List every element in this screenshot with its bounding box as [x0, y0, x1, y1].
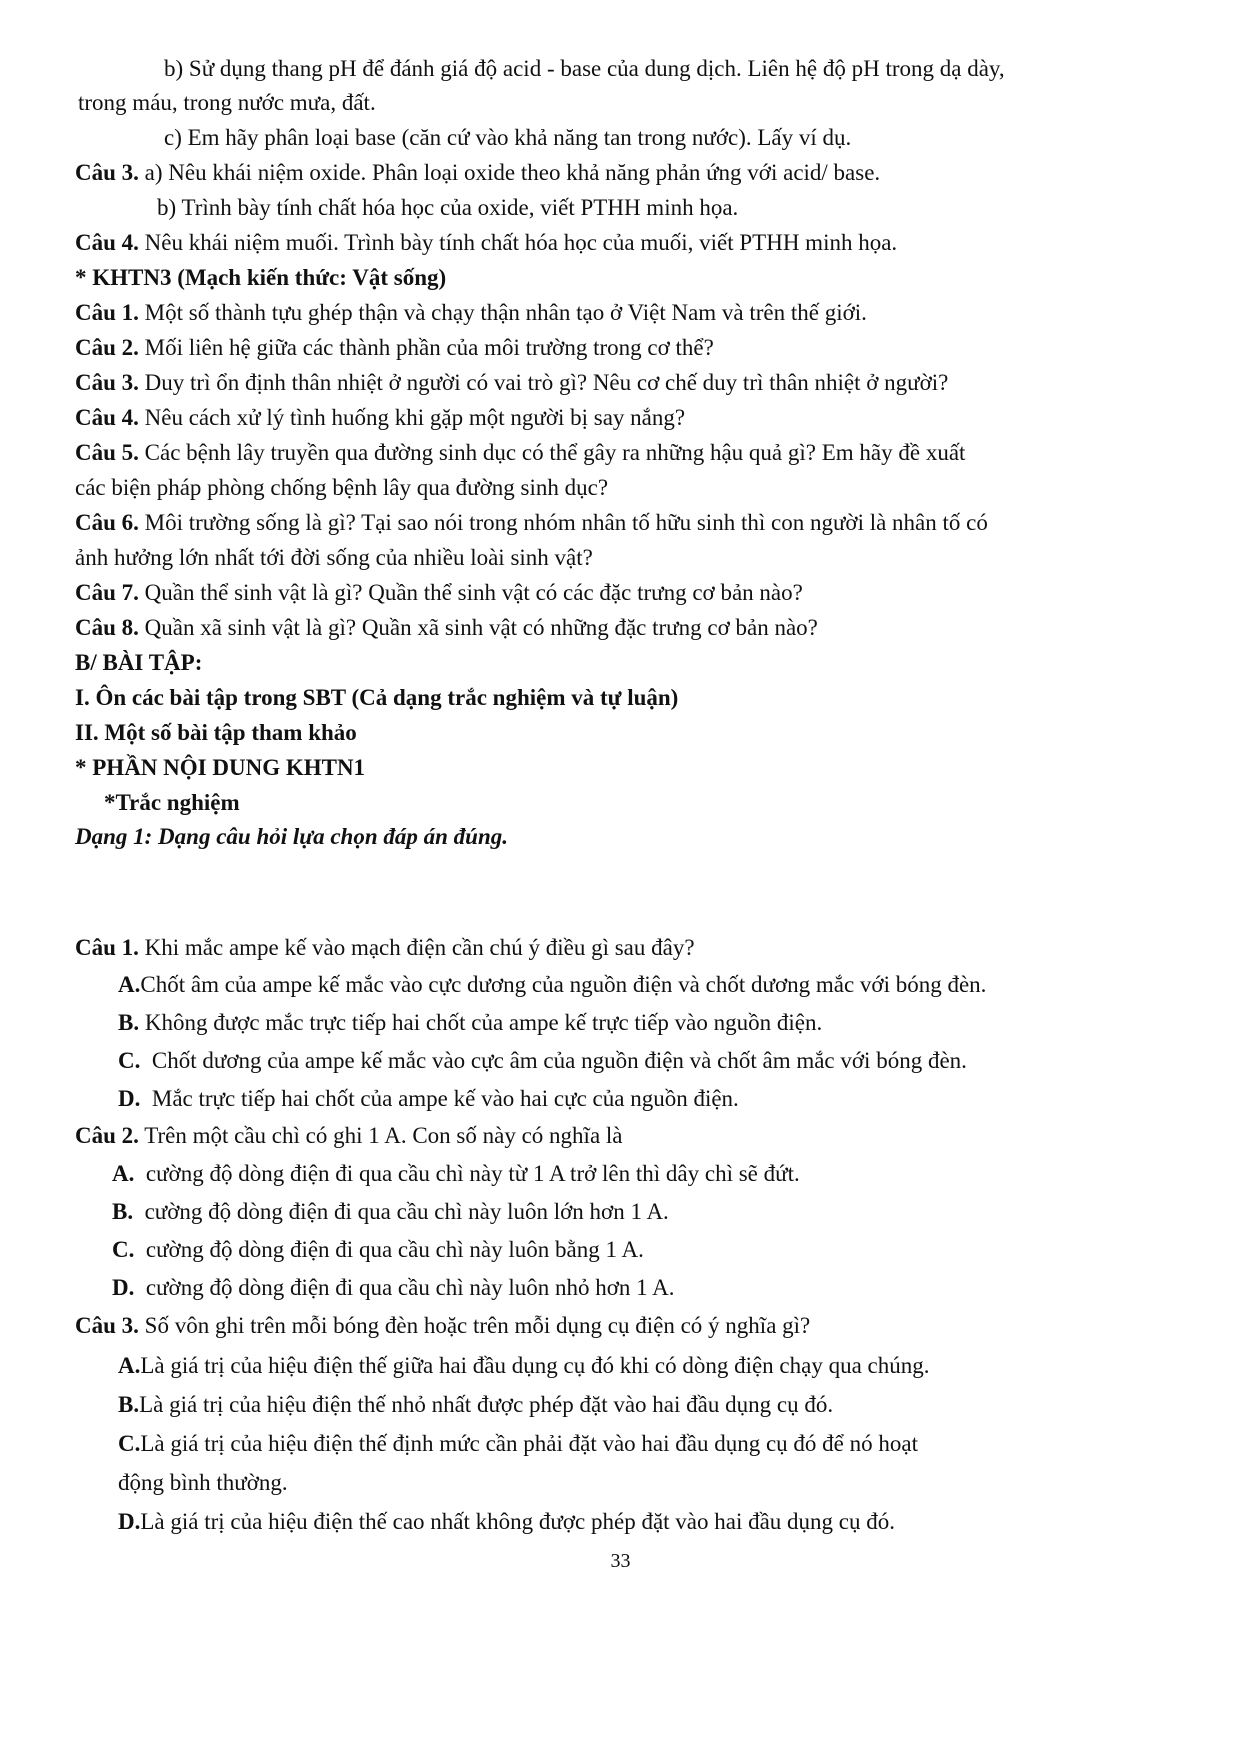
question-label: Câu 2.	[75, 1123, 139, 1148]
option-letter: B.	[118, 1010, 140, 1035]
question-label: Câu 8.	[75, 615, 139, 640]
option-letter: A.	[112, 1161, 135, 1186]
question-label: Câu 6.	[75, 510, 139, 535]
question-label: Câu 1.	[75, 300, 139, 325]
question-text: Duy trì ổn định thân nhiệt ở người có vai trò gì? Nêu cơ chế duy trì thân nhiệt ở người?	[144, 370, 949, 395]
mcq-1-option-c	[118, 1046, 967, 1076]
mcq-heading: *Trắc nghiệm	[104, 790, 240, 815]
question-text: Khi mắc ampe kế vào mạch điện cần chú ý điều gì sau đây?	[144, 935, 695, 960]
question-2b-line: b) Sử dụng thang pH để đánh giá độ acid - base của dung dịch. Liên hệ độ pH trong dạ dày,	[164, 56, 1005, 81]
exercises-part-1: I. Ôn các bài tập trong SBT (Cả dạng trắc nghiệm và tự luận)	[75, 685, 679, 710]
question-label: Câu 3.	[75, 160, 139, 185]
option-letter: D.	[118, 1086, 141, 1111]
question-2c-line: c) Em hãy phân loại base (căn cứ vào khả năng tan trong nước). Lấy ví dụ.	[164, 125, 852, 150]
khtn3-heading: * KHTN3 (Mạch kiến thức: Vật sống)	[75, 265, 447, 290]
khtn3-question-3	[75, 368, 948, 398]
khtn3-question-4	[75, 403, 685, 433]
mcq-1-option-d	[118, 1084, 739, 1114]
khtn2-question-3b: b) Trình bày tính chất hóa học của oxide, viết PTHH minh họa.	[157, 195, 739, 220]
khtn3-question-2	[75, 333, 714, 363]
question-label: Câu 1.	[75, 935, 139, 960]
page-number: 33	[610, 1550, 631, 1572]
question-text: Môi trường sống là gì? Tại sao nói trong nhóm nhân tố hữu sinh thì con người là nhân tố có	[144, 510, 988, 535]
question-text: Nêu khái niệm muối. Trình bày tính chất hóa học của muối, viết PTHH minh họa.	[144, 230, 898, 255]
option-text: Chốt dương của ampe kế mắc vào cực âm của nguồn điện và chốt âm mắc với bóng đèn.	[151, 1048, 967, 1073]
option-text: cường độ dòng điện đi qua cầu chì này luôn nhỏ hơn 1 A.	[145, 1275, 675, 1300]
option-letter: D.	[118, 1509, 141, 1534]
option-text: Là giá trị của hiệu điện thế nhỏ nhất được phép đặt vào hai đầu dụng cụ đó.	[139, 1392, 834, 1417]
mcq-question-3	[75, 1311, 810, 1341]
mcq-2-option-d	[112, 1273, 675, 1303]
mcq-question-1	[75, 933, 695, 963]
khtn2-question-3a	[75, 158, 880, 188]
mcq-2-option-a	[112, 1159, 800, 1189]
khtn3-question-1	[75, 298, 867, 328]
question-text: Một số thành tựu ghép thận và chạy thận nhân tạo ở Việt Nam và trên thế giới.	[144, 300, 867, 325]
exercises-heading: B/ BÀI TẬP:	[75, 650, 203, 675]
question-text: a) Nêu khái niệm oxide. Phân loại oxide theo khả năng phản ứng với acid/ base.	[144, 160, 881, 185]
option-text: Không được mắc trực tiếp hai chốt của ampe kế trực tiếp vào nguồn điện.	[144, 1010, 823, 1035]
option-letter: D.	[112, 1275, 135, 1300]
khtn1-heading: * PHẦN NỘI DUNG KHTN1	[75, 755, 366, 780]
option-text: cường độ dòng điện đi qua cầu chì này luôn lớn hơn 1 A.	[144, 1199, 669, 1224]
question-text: Quần xã sinh vật là gì? Quần xã sinh vật có những đặc trưng cơ bản nào?	[144, 615, 818, 640]
option-text: Mắc trực tiếp hai chốt của ampe kế vào hai cực của nguồn điện.	[151, 1086, 739, 1111]
mcq-2-option-c	[112, 1235, 644, 1265]
mcq-1-option-a	[118, 970, 986, 1000]
question-label: Câu 4.	[75, 405, 139, 430]
mcq-3-option-d	[118, 1507, 895, 1537]
question-type-1: Dạng 1: Dạng câu hỏi lựa chọn đáp án đúng.	[75, 824, 508, 849]
question-text: Số vôn ghi trên mỗi bóng đèn hoặc trên mỗi dụng cụ điện có ý nghĩa gì?	[144, 1313, 811, 1338]
question-label: Câu 3.	[75, 1313, 139, 1338]
option-letter: A.	[118, 1353, 141, 1378]
question-label: Câu 5.	[75, 440, 139, 465]
question-text: Quần thể sinh vật là gì? Quần thể sinh vật có các đặc trưng cơ bản nào?	[144, 580, 803, 605]
option-text: Là giá trị của hiệu điện thế định mức cần phải đặt vào hai đầu dụng cụ đó để nó hoạt	[140, 1431, 918, 1456]
exercises-part-2: II. Một số bài tập tham khảo	[75, 720, 357, 745]
question-text: Nêu cách xử lý tình huống khi gặp một người bị say nắng?	[144, 405, 686, 430]
mcq-3-option-c-continuation: động bình thường.	[118, 1470, 288, 1495]
mcq-3-option-a	[118, 1351, 930, 1381]
option-text: Là giá trị của hiệu điện thế giữa hai đầu dụng cụ đó khi có dòng điện chạy qua chúng.	[140, 1353, 930, 1378]
option-text: Là giá trị của hiệu điện thế cao nhất không được phép đặt vào hai đầu dụng cụ đó.	[140, 1509, 896, 1534]
question-2b-continuation: trong máu, trong nước mưa, đất.	[78, 90, 376, 115]
option-text: cường độ dòng điện đi qua cầu chì này từ 1 A trở lên thì dây chì sẽ đứt.	[145, 1161, 800, 1186]
option-letter: C.	[112, 1237, 135, 1262]
option-letter: C.	[118, 1048, 141, 1073]
mcq-2-option-b	[112, 1197, 669, 1227]
question-label: Câu 4.	[75, 230, 139, 255]
question-text: Trên một cầu chì có ghi 1 A. Con số này có nghĩa là	[144, 1123, 623, 1148]
question-label: Câu 3.	[75, 370, 139, 395]
option-letter: B.	[118, 1392, 140, 1417]
khtn3-question-6	[75, 508, 988, 538]
option-letter: A.	[118, 972, 141, 997]
question-text: Các bệnh lây truyền qua đường sinh dục có thể gây ra những hậu quả gì? Em hãy đề xuất	[144, 440, 966, 465]
khtn3-question-7	[75, 578, 803, 608]
khtn3-question-6-continuation: ảnh hưởng lớn nhất tới đời sống của nhiều loài sinh vật?	[75, 545, 593, 570]
option-letter: C.	[118, 1431, 141, 1456]
question-text: Mối liên hệ giữa các thành phần của môi trường trong cơ thể?	[144, 335, 714, 360]
question-label: Câu 2.	[75, 335, 139, 360]
option-text: cường độ dòng điện đi qua cầu chì này luôn bằng 1 A.	[145, 1237, 644, 1262]
khtn3-question-5-continuation: các biện pháp phòng chống bệnh lây qua đường sinh dục?	[75, 475, 609, 500]
option-text: Chốt âm của ampe kế mắc vào cực dương của nguồn điện và chốt dương mắc với bóng đèn.	[140, 972, 987, 997]
khtn2-question-4	[75, 228, 897, 258]
mcq-1-option-b	[118, 1008, 822, 1038]
mcq-3-option-b	[118, 1390, 833, 1420]
khtn3-question-8	[75, 613, 818, 643]
question-label: Câu 7.	[75, 580, 139, 605]
option-letter: B.	[112, 1199, 134, 1224]
mcq-question-2	[75, 1121, 623, 1151]
mcq-3-option-c	[118, 1429, 918, 1459]
khtn3-question-5	[75, 438, 965, 468]
